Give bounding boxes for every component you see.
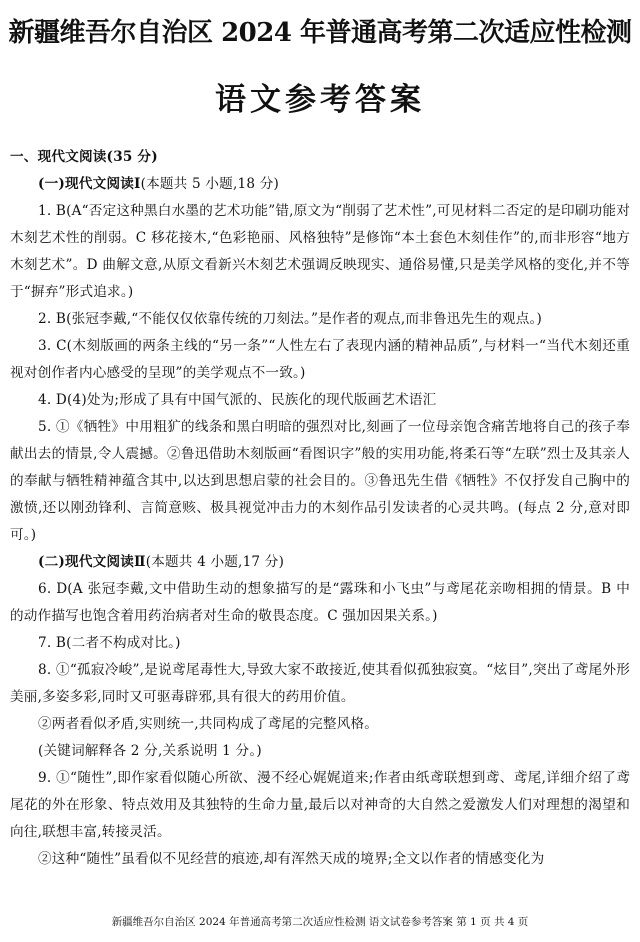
answer-item: 5. ①《牺牲》中用粗犷的线条和黑白明暗的强烈对比,刻画了一位母亲饱含痛苦地将自己的孩子奉献出去的情景,令人震撼。②鲁迅借助木刻版画“看图识字”般的实用功能,将柔石等“左联”烈士及其亲人的奉献与牺牲精神蕴含其中,以达到思想启蒙的社会目的。③鲁迅先生借《牺牲》不仅抒发自己胸中的激愤,还以刚劲锋利、言简意赅、极具视觉冲击力的木刻作品引发读者的心灵共鸣。(每点 2 分,意对即可。) [10, 419, 630, 543]
scoring-note: (关键词解释各 2 分,关系说明 1 分。) [38, 743, 262, 759]
answer-item: 1. B(A“否定这种黑白水墨的艺术功能”错,原文为“削弱了艺术性”,可见材料二否定的是印刷功能对木刻艺术性的削弱。C 移花接木,“色彩艳丽、风格独特”是修饰“本土套色木刻佳作”的,而非形容“地方木刻艺术”。D 曲解文意,从原文看新兴木刻艺术强调反映现实、通俗易懂,只是美学风格的变化,并不等于“摒弃”形式追求。) [10, 203, 630, 300]
part-note: (本题共 4 小题,17 分) [145, 554, 285, 570]
answer-item: 6. D(A 张冠李戴,文中借助生动的想象描写的是“露珠和小飞虫”与鸢尾花亲吻相拥的情景。B 中的动作描写也饱含着用药治病者对生命的敬畏态度。C 强加因果关系。) [10, 581, 630, 624]
section-heading: 一、现代文阅读(35 分) [10, 149, 158, 165]
page-footer: 新疆维吾尔自治区 2024 年普通高考第二次适应性检测 语文试卷参考答案 第 1 页 共 4 页 [111, 916, 529, 928]
answer-item: 9. ①“随性”,即作家看似随心所欲、漫不经心娓娓道来;作者由纸鸢联想到鸢、鸢尾,详细介绍了鸢尾花的外在形象、特点效用及其独特的生命力量,最后以对神奇的大自然之爱激发人们对理想的渴望和向往,联想丰富,转接灵活。 [10, 770, 630, 840]
exam-title: 新疆维吾尔自治区 2024 年普通高考第二次适应性检测 [8, 18, 632, 48]
part-heading [10, 171, 630, 198]
part-title: (一)现代文阅读Ⅰ [38, 176, 141, 192]
answer-content [10, 144, 630, 873]
answer-item: 2. B(张冠李戴,“不能仅仅依靠传统的刀刻法。”是作者的观点,而非鲁迅先生的观点。) [38, 311, 543, 327]
answer-item: 4. D(4)处为;形成了具有中国气派的、民族化的现代版画艺术语汇 [38, 392, 437, 408]
part-heading [10, 549, 630, 576]
part-title: (二)现代文阅读Ⅱ [38, 554, 146, 570]
answer-item: 8. ①“孤寂冷峻”,是说鸢尾毒性大,导致大家不敢接近,使其看似孤独寂寞。“炫目”,突出了鸢尾外形美丽,多姿多彩,同时又可驱毒辟邪,具有很大的药用价值。 [10, 662, 630, 705]
document-subtitle: 语文参考答案 [215, 82, 425, 118]
part-note: (本题共 5 小题,18 分) [140, 176, 279, 192]
answer-item: ②两者看似矛盾,实则统一,共同构成了鸢尾的完整风格。 [38, 716, 379, 732]
answer-item: 7. B(二者不构成对比。) [38, 635, 181, 651]
answer-item: ②这种“随性”虽看似不见经营的痕迹,却有浑然天成的境界;全文以作者的情感变化为 [38, 851, 545, 867]
answer-item: 3. C(木刻版画的两条主线的“另一条”“人性左右了表现内涵的精神品质”,与材料一“当代木刻还重视对创作者内心感受的呈现”的美学观点不一致。) [10, 338, 630, 381]
